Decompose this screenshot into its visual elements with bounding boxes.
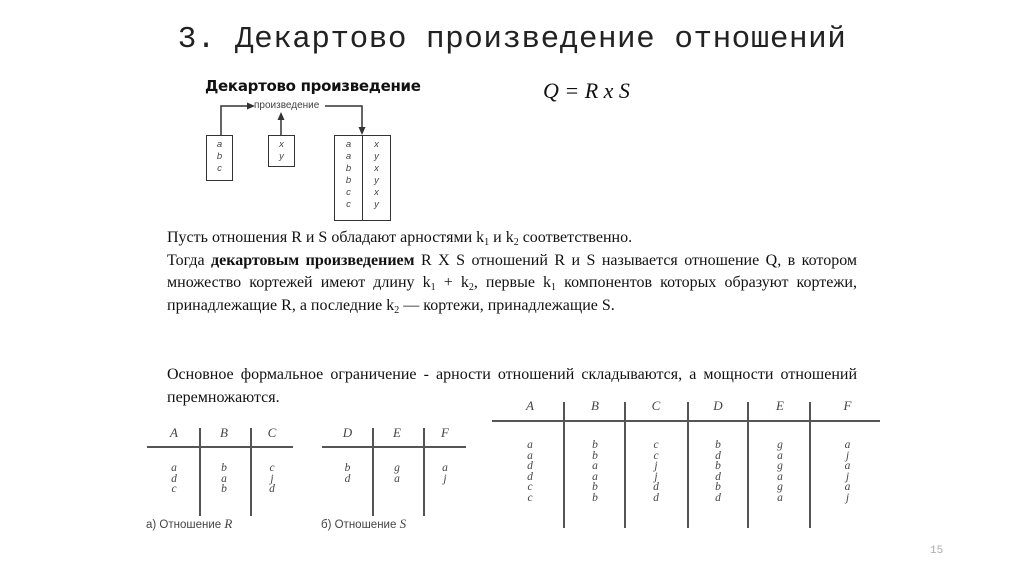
table-column: c c j j d d [653, 439, 659, 504]
tuple-value: x [279, 139, 284, 150]
table-column: g a [394, 462, 400, 485]
column-header: C [651, 398, 661, 413]
relation-right-box [268, 135, 295, 167]
table-column: b d b d b d [715, 439, 721, 504]
caption-relation-s: б) Отношение S [321, 516, 407, 531]
column-header: F [441, 425, 449, 440]
constraint-text: Основное формальное ограничение - арности отношений складываются, а мощности отношений перемножаются. [167, 366, 857, 406]
tuple-value: x [374, 139, 379, 150]
column-header: B [591, 398, 599, 413]
tuple-value: b [216, 151, 223, 162]
table-column: a a d d c c [527, 439, 533, 504]
table-column: a j a j a j [844, 439, 851, 504]
table-column: a d c [171, 462, 177, 495]
tuple-value: a [345, 139, 352, 150]
table-column: b d [344, 462, 351, 485]
tuple-value: b [345, 175, 352, 186]
tuple-value: y [374, 199, 379, 210]
operation-label: произведение [254, 100, 320, 111]
header-divider [147, 446, 293, 448]
relation-left-box [206, 135, 233, 181]
definition-line-1: Пусть отношения R и S обладают арностями $k_1$ и $k_2$ соответственно. [167, 229, 633, 248]
diagram-heading: Декартово произведение [205, 77, 421, 95]
header-divider [322, 446, 466, 448]
caption-relation-r: а) Отношение R [146, 516, 233, 531]
column-header: E [776, 398, 784, 413]
tuple-value: x [374, 187, 379, 198]
table-column: g a g a g a [777, 439, 783, 504]
column-header: A [170, 425, 178, 440]
tuple-value: y [279, 151, 284, 162]
table-column: b b a a b b [592, 439, 598, 504]
header-divider [492, 420, 880, 422]
column-header: D [713, 398, 723, 413]
column-header: B [220, 425, 228, 440]
column-header: E [393, 425, 401, 440]
table-column: a j [442, 462, 448, 485]
tuple-value: c [217, 163, 222, 174]
table-product [490, 398, 880, 533]
slide-title: 3. Декартово произведение отношений [177, 22, 847, 57]
tuple-value: x [374, 163, 379, 174]
result-col-1 [335, 136, 363, 220]
page-number: 15 [930, 545, 944, 557]
tuple-value: c [346, 187, 351, 198]
tuple-value: y [374, 175, 379, 186]
column-header: F [843, 398, 852, 413]
tuple-value: b [345, 163, 352, 174]
tuple-value: c [346, 199, 351, 210]
table-column: b a b [221, 462, 227, 495]
column-header: A [526, 398, 534, 413]
tuple-value: y [374, 151, 379, 162]
tuple-value: a [216, 139, 223, 150]
tuple-value: a [345, 151, 352, 162]
formula: Q = R x S [543, 78, 630, 103]
result-relation-box [334, 135, 391, 221]
table-column: c j d [269, 462, 275, 495]
column-header: C [267, 425, 277, 440]
definition-text [167, 227, 857, 317]
result-col-2 [363, 136, 390, 220]
definition-paragraph-2: Тогда декартовым произведением R X S отношений R и S называется отношение Q, в котором множество кортежей имеют длину $k_1 + k_2$, первые $k_1$ компонентов которых образуют кортежи, принадлежащие R, а последние $k_2$ — кортежи, принадлежащие S. [167, 251, 858, 316]
column-header: D [342, 425, 353, 440]
